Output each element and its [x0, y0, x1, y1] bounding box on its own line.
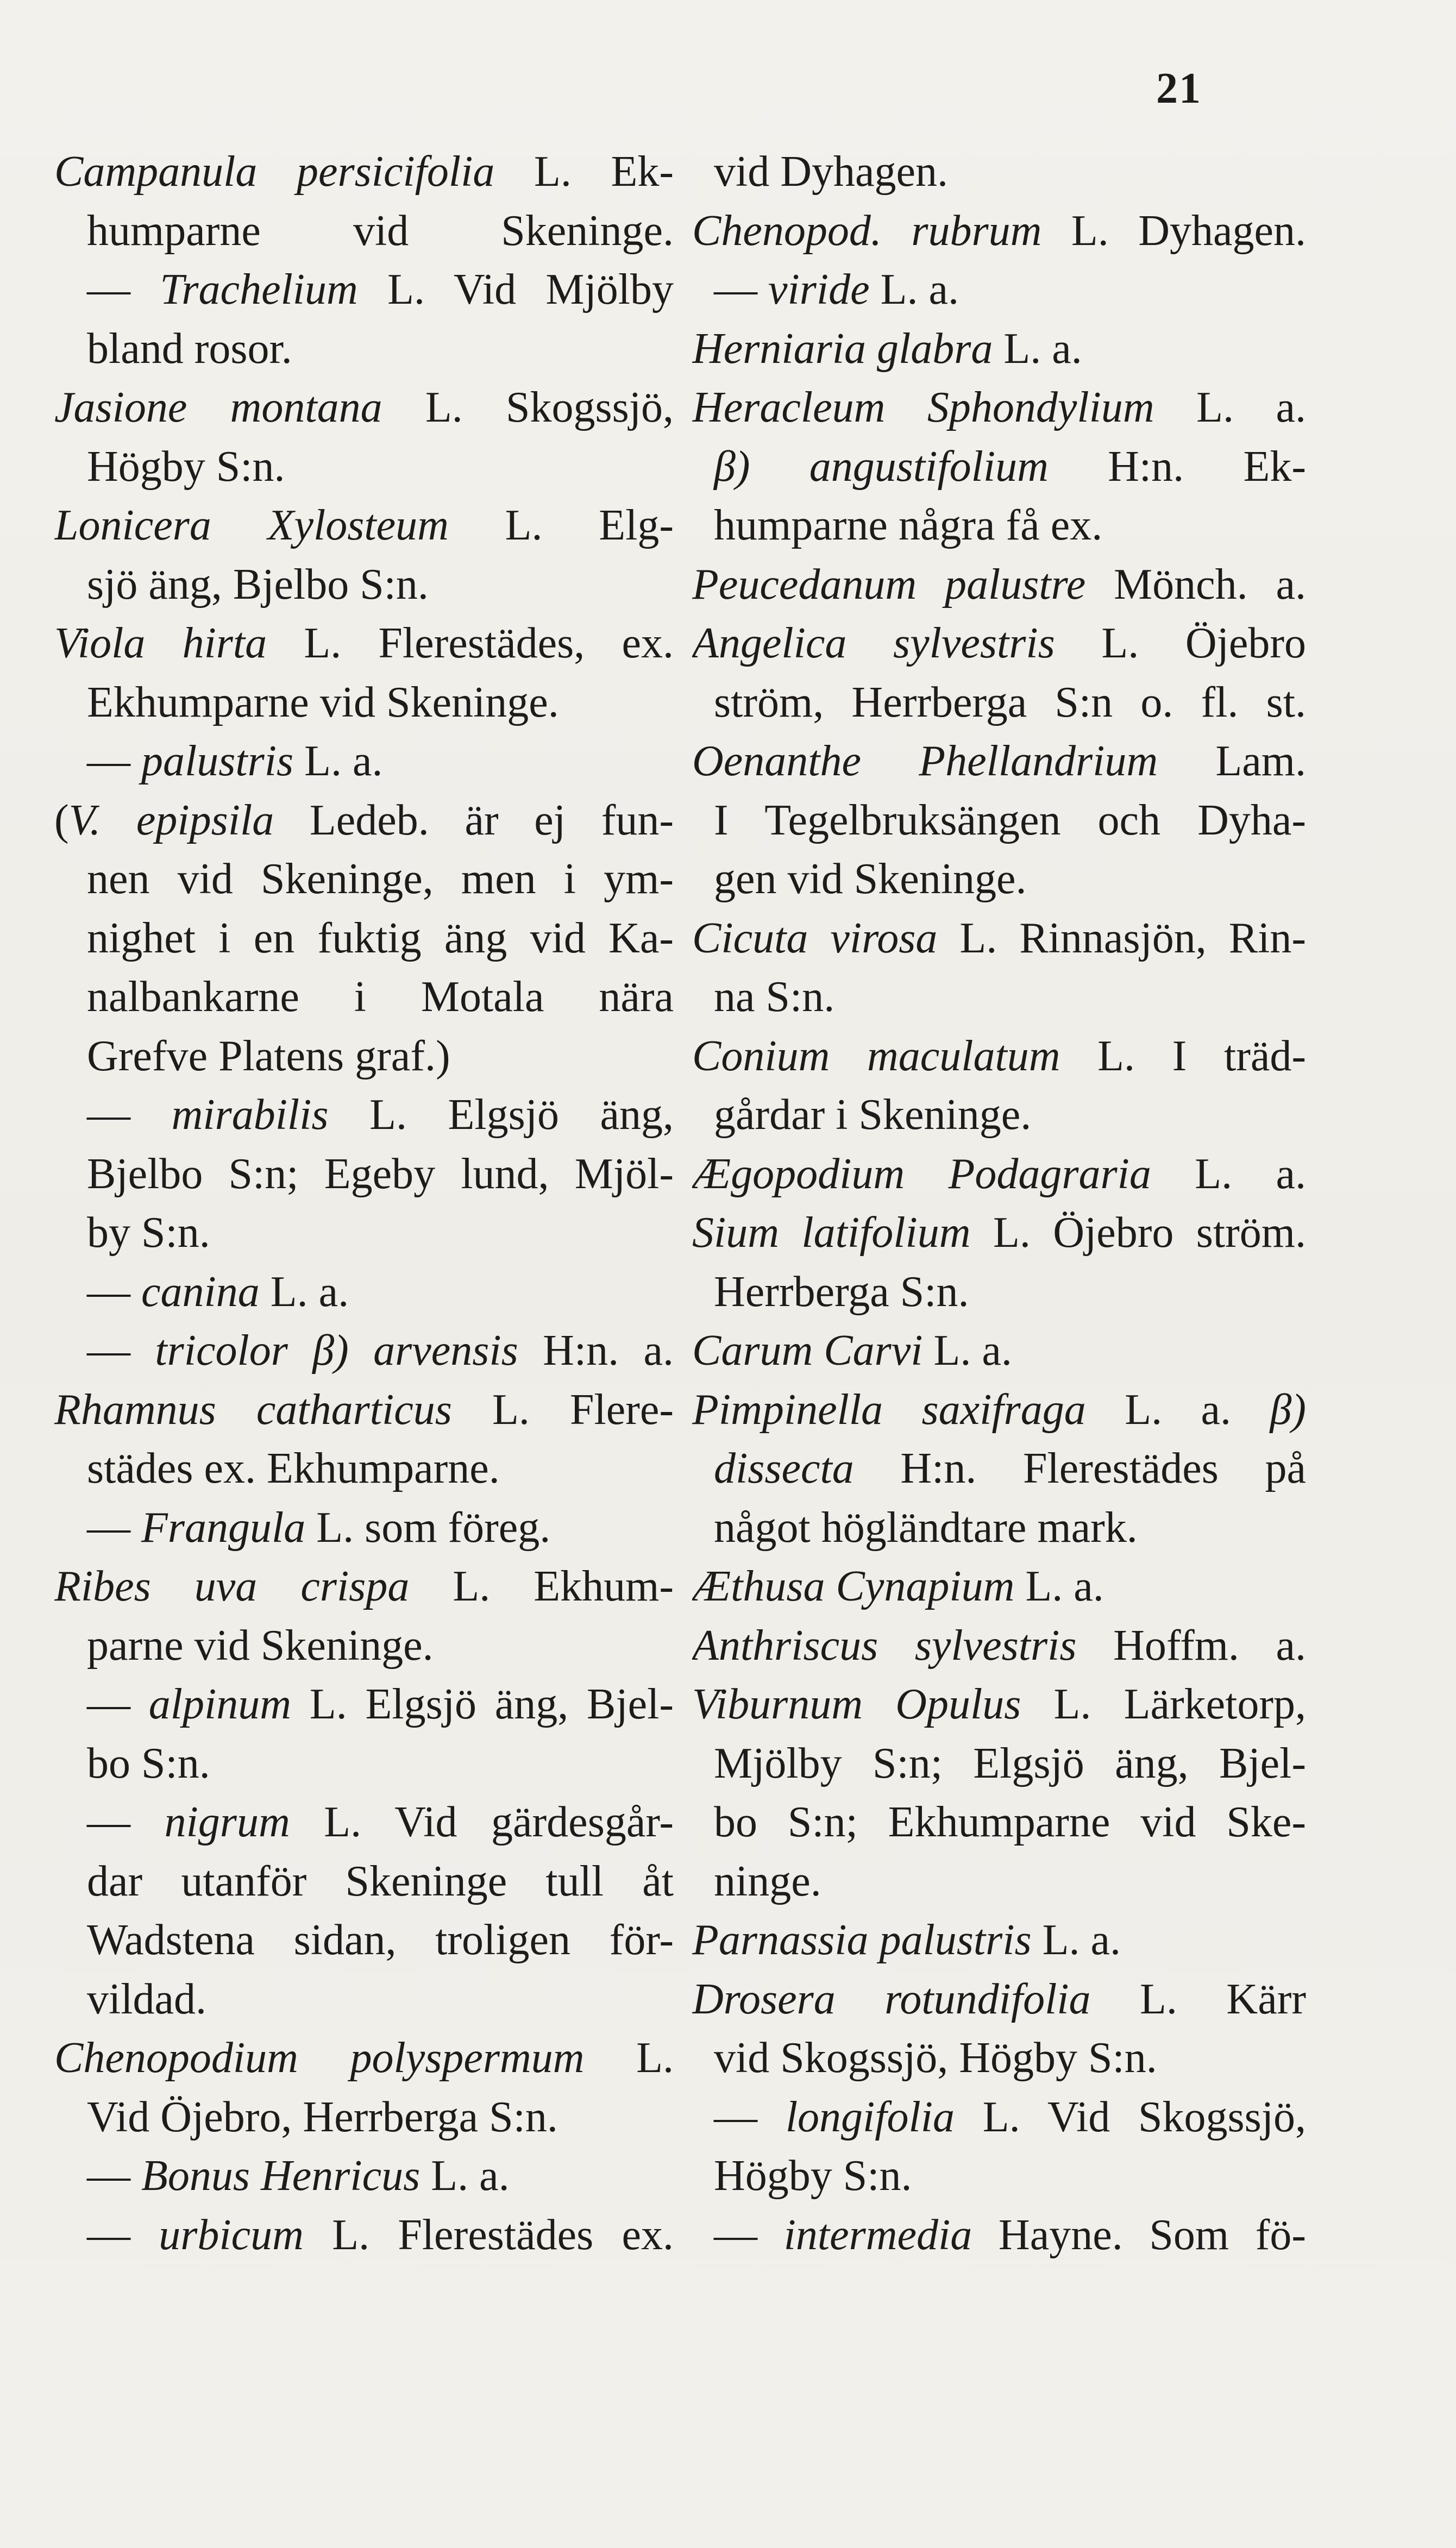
text-run: —	[87, 2211, 159, 2259]
text-line	[54, 1793, 674, 1852]
text-run: L. Kärr	[1090, 1975, 1306, 2023]
text-line	[54, 260, 674, 319]
species-name: V. epipsila	[68, 796, 274, 844]
species-name: Viburnum Opulus	[692, 1680, 1021, 1728]
text-run: L. a.	[993, 324, 1082, 373]
species-name: Bonus Henricus	[141, 2152, 421, 2200]
text-line	[692, 1557, 1306, 1616]
text-run: L. a.	[420, 2152, 510, 2200]
text-line	[692, 1321, 1306, 1380]
text-line	[54, 496, 674, 555]
text-run: Herrberga S:n.	[714, 1267, 969, 1316]
text-run: L. Flerestädes ex.	[303, 2211, 674, 2259]
species-name: canina	[141, 1267, 260, 1316]
text-run: vildad.	[87, 1975, 206, 2023]
text-line	[54, 1380, 674, 1440]
text-line	[692, 1970, 1306, 2029]
text-run: —	[87, 266, 160, 313]
text-run: gårdar i Skeninge.	[714, 1091, 1032, 1139]
text-run: L. Dyhagen.	[1041, 206, 1306, 255]
text-line	[692, 142, 1306, 202]
text-line	[692, 850, 1306, 909]
species-name: Rhamnus catharticus	[54, 1385, 452, 1434]
text-line	[54, 1085, 674, 1145]
text-run: Ledeb. är ej fun-	[274, 796, 674, 844]
species-name: Angelica sylvestris	[692, 619, 1055, 667]
species-name: Drosera rotundifolia	[692, 1975, 1091, 2023]
text-run: L. a.	[869, 266, 959, 313]
species-name: longifolia	[785, 2093, 955, 2141]
text-line	[54, 1321, 674, 1380]
species-name: Jasione montana	[54, 384, 382, 431]
text-run: L. a.	[1154, 384, 1306, 431]
species-name: alpinum	[148, 1680, 292, 1728]
text-run: bo S:n; Ekhumparne vid Ske-	[714, 1798, 1306, 1846]
text-run: Hayne. Som fö-	[972, 2211, 1306, 2259]
species-name: β)	[1270, 1385, 1306, 1434]
text-line	[54, 1027, 674, 1086]
species-name: Ribes uva crispa	[54, 1562, 410, 1610]
text-line	[54, 732, 674, 791]
text-line	[54, 378, 674, 437]
text-run: Högby S:n.	[714, 2152, 912, 2200]
text-run: nalbankarne i Motala nära	[87, 973, 674, 1021]
species-name: Æthusa Cynapium	[692, 1562, 1015, 1610]
text-run: L. Elgsjö äng,	[328, 1091, 674, 1139]
text-run: H:n. Flerestädes på	[853, 1445, 1306, 1492]
text-line	[54, 555, 674, 614]
text-run: L. Vid gärdesgår-	[290, 1798, 674, 1846]
text-run: L. Ek-	[494, 148, 674, 196]
text-line	[54, 1203, 674, 1263]
text-line	[692, 1793, 1306, 1852]
text-run: L. a.	[259, 1267, 349, 1316]
text-line	[54, 2206, 674, 2265]
species-name: mirabilis	[171, 1091, 329, 1139]
text-run: —	[87, 2152, 141, 2200]
text-run: Lam.	[1158, 737, 1306, 785]
text-line	[54, 1616, 674, 1675]
text-run: (	[54, 796, 69, 844]
text-run: na S:n.	[714, 973, 835, 1021]
text-line	[54, 1145, 674, 1204]
text-run: L. a.	[1085, 1385, 1270, 1434]
species-name: urbicum	[159, 2211, 304, 2259]
text-run: —	[87, 1680, 149, 1728]
text-line	[692, 968, 1306, 1027]
species-name: dissecta	[714, 1445, 854, 1492]
text-run: dar utanför Skeninge tull åt	[87, 1857, 674, 1905]
species-name: Chenopodium polyspermum	[54, 2034, 585, 2082]
text-run: —	[714, 2211, 784, 2259]
species-name: tricolor β) arvensis	[155, 1327, 518, 1375]
text-line	[692, 909, 1306, 968]
text-line	[692, 260, 1306, 319]
text-run: vid Skogssjö, Högby S:n.	[714, 2034, 1157, 2082]
text-run: något högländtare mark.	[714, 1503, 1138, 1552]
species-name: Viola hirta	[54, 619, 267, 667]
text-line	[692, 1852, 1306, 1911]
text-run: —	[87, 1327, 155, 1375]
right-column	[692, 142, 1306, 2264]
page-number: 21	[1156, 65, 1202, 112]
text-line	[692, 2088, 1306, 2147]
text-line	[54, 202, 674, 261]
text-line	[692, 732, 1306, 791]
species-name: Heracleum Sphondylium	[692, 384, 1154, 431]
text-line	[54, 850, 674, 909]
text-line	[692, 614, 1306, 673]
text-run: ström, Herrberga S:n o. fl. st.	[714, 678, 1306, 726]
text-run: L. a.	[293, 737, 383, 785]
text-run: H:n. a.	[518, 1327, 674, 1375]
text-run: —	[714, 266, 768, 313]
species-name: Pimpinella saxifraga	[692, 1385, 1086, 1434]
text-run: bland rosor.	[87, 324, 292, 373]
text-run: L. Öjebro	[1055, 619, 1306, 667]
species-name: Sium latifolium	[692, 1209, 971, 1257]
text-run: L. Skogssjö,	[382, 384, 674, 431]
text-run: —	[714, 2093, 786, 2141]
text-line	[692, 1498, 1306, 1558]
text-run: nen vid Skeninge, men i ym-	[87, 855, 674, 903]
text-line	[54, 909, 674, 968]
text-line	[692, 555, 1306, 614]
text-line	[54, 791, 674, 850]
text-run: H:n. Ek-	[1048, 442, 1306, 491]
text-run: L. a.	[922, 1327, 1012, 1375]
species-name: Campanula persicifolia	[54, 148, 495, 196]
text-line	[692, 1439, 1306, 1498]
species-name: Lonicera Xylosteum	[54, 501, 449, 549]
text-run: L. Flere-	[451, 1385, 674, 1434]
text-line	[692, 437, 1306, 497]
species-name: Parnassia palustris	[692, 1916, 1032, 1964]
text-line	[54, 673, 674, 732]
left-column	[54, 142, 674, 2264]
text-line	[54, 319, 674, 379]
text-run: Vid Öjebro, Herrberga S:n.	[87, 2093, 558, 2141]
text-run: Hoffm. a.	[1076, 1621, 1306, 1670]
species-name: Trachelium	[160, 266, 358, 313]
text-run: L.	[584, 2034, 674, 2082]
text-run: by S:n.	[87, 1209, 210, 1257]
species-name: Cicuta virosa	[692, 914, 938, 962]
species-name: Ægopodium Podagraria	[692, 1150, 1151, 1198]
text-run: —	[87, 1798, 165, 1846]
text-run: bo S:n.	[87, 1739, 210, 1787]
text-run: Högby S:n.	[87, 442, 285, 491]
text-run: ninge.	[714, 1857, 821, 1905]
text-run: städes ex. Ekhumparne.	[87, 1445, 500, 1492]
species-name: β) angustifolium	[714, 442, 1049, 491]
text-line	[692, 496, 1306, 555]
text-run: L. Vid Skogssjö,	[954, 2093, 1306, 2141]
species-name: palustris	[141, 737, 294, 785]
text-line	[692, 319, 1306, 379]
text-run: Bjelbo S:n; Egeby lund, Mjöl-	[87, 1150, 674, 1198]
species-name: Carum Carvi	[692, 1327, 923, 1375]
text-line	[692, 1911, 1306, 1970]
text-run: humparne vid Skeninge.	[87, 206, 674, 255]
text-run: Grefve Platens graf.)	[87, 1032, 450, 1080]
text-run: —	[87, 1091, 172, 1139]
text-run: L. a.	[1031, 1916, 1121, 1964]
text-run: gen vid Skeninge.	[714, 855, 1027, 903]
text-run: Mjölby S:n; Elgsjö äng, Bjel-	[714, 1739, 1306, 1787]
text-run: L. I träd-	[1060, 1032, 1306, 1080]
species-name: nigrum	[164, 1798, 290, 1846]
text-line	[54, 2147, 674, 2206]
text-line	[54, 1557, 674, 1616]
species-name: Peucedanum palustre	[692, 560, 1086, 608]
text-line	[54, 1970, 674, 2029]
text-run: L. Ekhum-	[409, 1562, 674, 1610]
text-run: Ekhumparne vid Skeninge.	[87, 678, 559, 726]
species-name: viride	[768, 266, 870, 313]
text-line	[692, 2029, 1306, 2088]
text-line	[54, 1852, 674, 1911]
species-name: Oenanthe Phellandrium	[692, 737, 1158, 785]
text-run: L. Elgsjö äng, Bjel-	[291, 1680, 674, 1728]
text-line	[54, 2029, 674, 2088]
text-run: vid Dyhagen.	[714, 148, 949, 196]
text-run: nighet i en fuktig äng vid Ka-	[87, 914, 674, 962]
text-run: L. Vid Mjölby	[357, 266, 674, 313]
species-name: Conium maculatum	[692, 1032, 1060, 1080]
text-line	[54, 142, 674, 202]
text-run: sjö äng, Bjelbo S:n.	[87, 560, 429, 608]
text-line	[54, 968, 674, 1027]
text-line	[692, 1380, 1306, 1440]
text-run: I Tegelbruksängen och Dyha-	[714, 796, 1306, 844]
text-line	[692, 1027, 1306, 1086]
text-run: L. Öjebro ström.	[970, 1209, 1306, 1257]
species-name: Anthriscus sylvestris	[692, 1621, 1077, 1670]
text-run: Wadstena sidan, troligen för-	[87, 1916, 674, 1964]
species-name: Frangula	[141, 1503, 306, 1552]
species-name: Chenopod. rubrum	[692, 206, 1042, 255]
text-line	[692, 1085, 1306, 1145]
text-run: L. Rinnasjön, Rin-	[937, 914, 1306, 962]
text-line	[692, 1734, 1306, 1793]
text-run: L. Elg-	[448, 501, 674, 549]
text-run: —	[87, 1267, 141, 1316]
species-name: intermedia	[783, 2211, 972, 2259]
text-run: L. a.	[1151, 1150, 1306, 1198]
text-line	[54, 1439, 674, 1498]
text-run: —	[87, 1503, 141, 1552]
text-line	[54, 614, 674, 673]
text-line	[54, 2088, 674, 2147]
text-run: L. Lärketorp,	[1021, 1680, 1306, 1728]
text-line	[54, 1734, 674, 1793]
text-run: —	[87, 737, 141, 785]
text-line	[692, 673, 1306, 732]
text-line	[54, 1675, 674, 1734]
text-run: humparne några få ex.	[714, 501, 1103, 549]
text-line	[692, 1263, 1306, 1322]
text-line	[692, 1145, 1306, 1204]
text-run: L. Flerestädes, ex.	[267, 619, 674, 667]
text-line	[692, 791, 1306, 850]
text-line	[692, 1203, 1306, 1263]
text-run: parne vid Skeninge.	[87, 1621, 434, 1670]
text-line	[54, 1911, 674, 1970]
text-line	[54, 1498, 674, 1558]
text-run: L. a.	[1014, 1562, 1104, 1610]
species-name: Herniaria glabra	[692, 324, 993, 373]
text-line	[692, 1675, 1306, 1734]
text-line	[692, 2147, 1306, 2206]
text-run: L. som föreg.	[305, 1503, 551, 1552]
text-line	[692, 2206, 1306, 2265]
text-run: Mönch. a.	[1085, 560, 1306, 608]
text-line	[692, 378, 1306, 437]
text-line	[54, 1263, 674, 1322]
text-line	[54, 437, 674, 497]
text-line	[692, 1616, 1306, 1675]
text-line	[692, 202, 1306, 261]
